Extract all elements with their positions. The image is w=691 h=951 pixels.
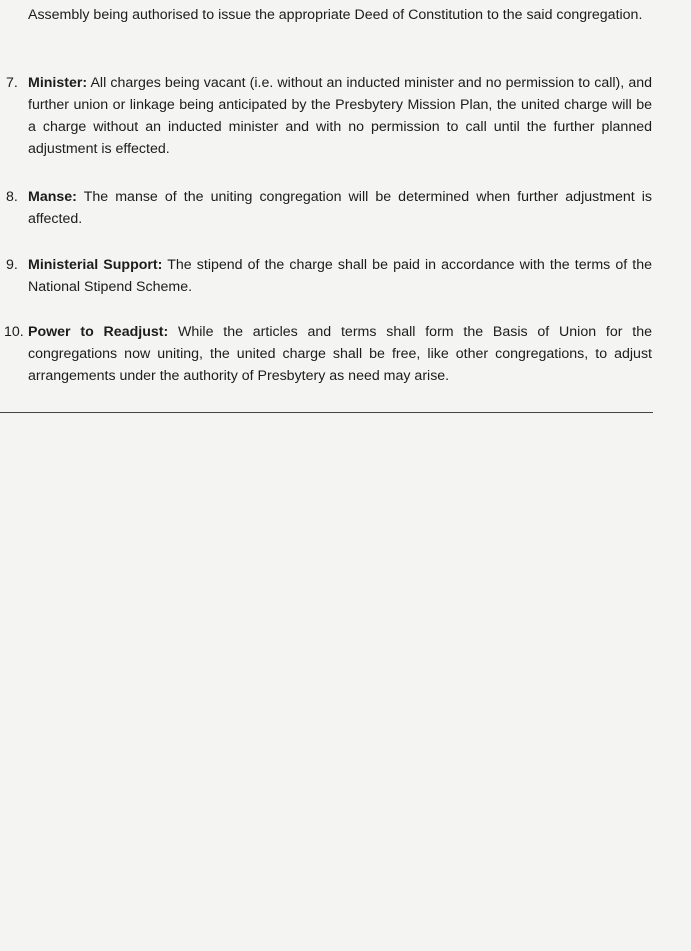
item-8-number: 8.	[6, 189, 18, 205]
item-7-body: All charges being vacant (i.e. without an inducted minister and no permission to call), and further union or linkage being anticipated by the Presbytery Mission Plan, the united charge will be a charge without an inducted minister and with no permission to call until the further planned adjustment is effected.	[28, 75, 652, 157]
item-10-number: 10.	[4, 324, 24, 340]
item-8-paragraph	[28, 186, 652, 230]
item-7-paragraph	[28, 72, 652, 160]
item-7-number: 7.	[6, 75, 18, 91]
end-rule	[0, 412, 653, 413]
continuation-paragraph: Assembly being authorised to issue the appropriate Deed of Constitution to the said congregation.	[28, 7, 643, 23]
item-10-body: While the articles and terms shall form the Basis of Union for the congregations now uniting, the united charge shall be free, like other congregations, to adjust arrangements under the authority of Presbytery as need may arise.	[28, 324, 652, 384]
item-9-heading: Ministerial Support:	[28, 257, 163, 273]
item-9-paragraph	[28, 254, 652, 298]
item-8-body: The manse of the uniting congregation will be determined when further adjustment is affected.	[28, 189, 653, 227]
item-8-heading: Manse:	[28, 189, 77, 205]
item-9-body: The stipend of the charge shall be paid in accordance with the terms of the National Stipend Scheme.	[28, 257, 652, 295]
item-9-number: 9.	[6, 257, 18, 273]
item-10-heading: Power to Readjust:	[28, 324, 169, 340]
item-7-heading: Minister:	[28, 75, 88, 91]
item-10-paragraph	[28, 321, 652, 387]
